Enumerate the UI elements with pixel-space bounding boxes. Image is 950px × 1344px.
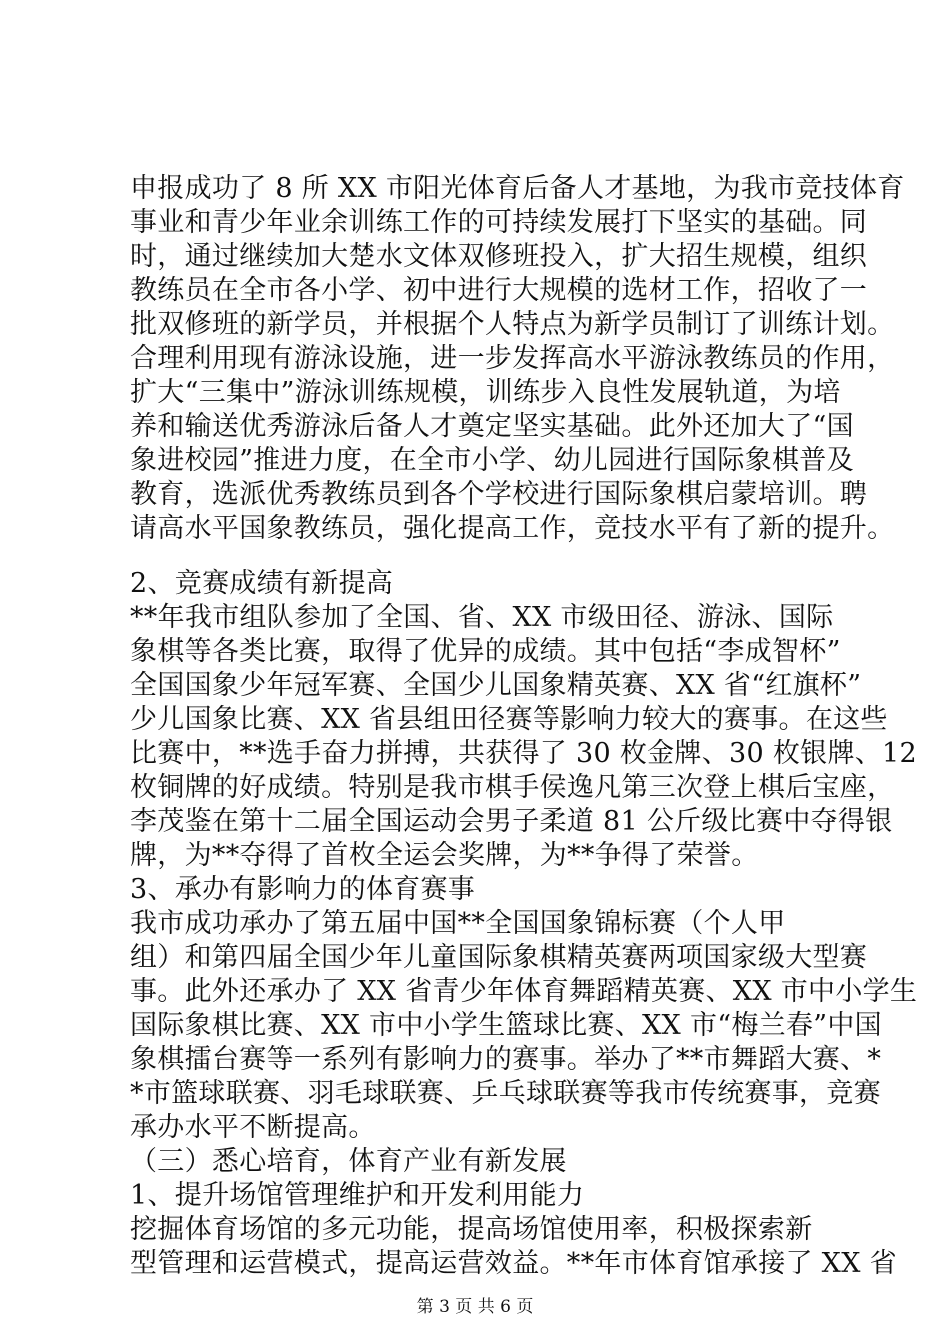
text-line: 申报成功了 8 所 XX 市阳光体育后备人才基地，为我市竞技体育 [130, 173, 905, 204]
page-number-footer: 第 3 页 共 6 页 [416, 1297, 534, 1317]
text-line: 教育，选派优秀教练员到各个学校进行国际象棋启蒙培训。聘 [130, 479, 868, 510]
text-line: 事业和青少年业余训练工作的可持续发展打下坚实的基础。同 [130, 207, 868, 238]
text-line: 请高水平国象教练员，强化提高工作，竞技水平有了新的提升。 [130, 513, 895, 544]
text-line: 象进校园”推进力度，在全市小学、幼儿园进行国际象棋普及 [130, 445, 854, 476]
section-heading: 2、竞赛成绩有新提高 [130, 568, 394, 599]
section-heading: 3、承办有影响力的体育赛事 [130, 874, 476, 905]
section-heading: （三）悉心培育，体育产业有新发展 [130, 1146, 567, 1177]
text-line: 时，通过继续加大楚水文体双修班投入，扩大招生规模，组织 [130, 241, 868, 272]
text-line: 事。此外还承办了 XX 省青少年体育舞蹈精英赛、XX 市中小学生 [130, 976, 918, 1007]
text-line: 牌，为**夺得了首枚全运会奖牌，为**争得了荣誉。 [130, 840, 759, 871]
text-line: 少儿国象比赛、XX 省县组田径赛等影响力较大的赛事。在这些 [130, 704, 888, 735]
text-line: 国际象棋比赛、XX 市中小学生篮球比赛、XX 市“梅兰春”中国 [130, 1010, 882, 1041]
text-line: 象棋等各类比赛，取得了优异的成绩。其中包括“李成智杯” [130, 636, 841, 667]
text-line: 合理利用现有游泳设施，进一步发挥高水平游泳教练员的作用， [130, 343, 895, 374]
text-line: 挖掘体育场馆的多元功能，提高场馆使用率，积极探索新 [130, 1214, 813, 1245]
text-line: 李茂鉴在第十二届全国运动会男子柔道 81 公斤级比赛中夺得银 [130, 806, 893, 837]
text-line: 扩大“三集中”游泳训练规模，训练步入良性发展轨道，为培 [130, 377, 841, 408]
text-line: 批双修班的新学员，并根据个人特点为新学员制订了训练计划。 [130, 309, 895, 340]
text-line: 全国国象少年冠军赛、全国少儿国象精英赛、XX 省“红旗杯” [130, 670, 862, 701]
text-line: 养和输送优秀游泳后备人才奠定坚实基础。此外还加大了“国 [130, 411, 854, 442]
text-line: 组）和第四届全国少年儿童国际象棋精英赛两项国家级大型赛 [130, 942, 868, 973]
text-line: 型管理和运营模式，提高运营效益。**年市体育馆承接了 XX 省 [130, 1248, 897, 1279]
text-line: 比赛中，**选手奋力拼搏，共获得了 30 枚金牌、30 枚银牌、12 [130, 738, 918, 769]
text-line: *市篮球联赛、羽毛球联赛、乒乓球联赛等我市传统赛事，竞赛 [130, 1078, 881, 1109]
text-line: 承办水平不断提高。 [130, 1112, 376, 1143]
text-line: 教练员在全市各小学、初中进行大规模的选材工作，招收了一 [130, 275, 868, 306]
text-line: 枚铜牌的好成绩。特别是我市棋手侯逸凡第三次登上棋后宝座， [130, 772, 895, 803]
text-line: 我市成功承办了第五届中国**全国国象锦标赛（个人甲 [130, 908, 786, 939]
section-heading: 1、提升场馆管理维护和开发利用能力 [130, 1180, 585, 1211]
text-line: 象棋擂台赛等一系列有影响力的赛事。举办了**市舞蹈大赛、* [130, 1044, 882, 1075]
text-line: **年我市组队参加了全国、省、XX 市级田径、游泳、国际 [130, 602, 834, 633]
